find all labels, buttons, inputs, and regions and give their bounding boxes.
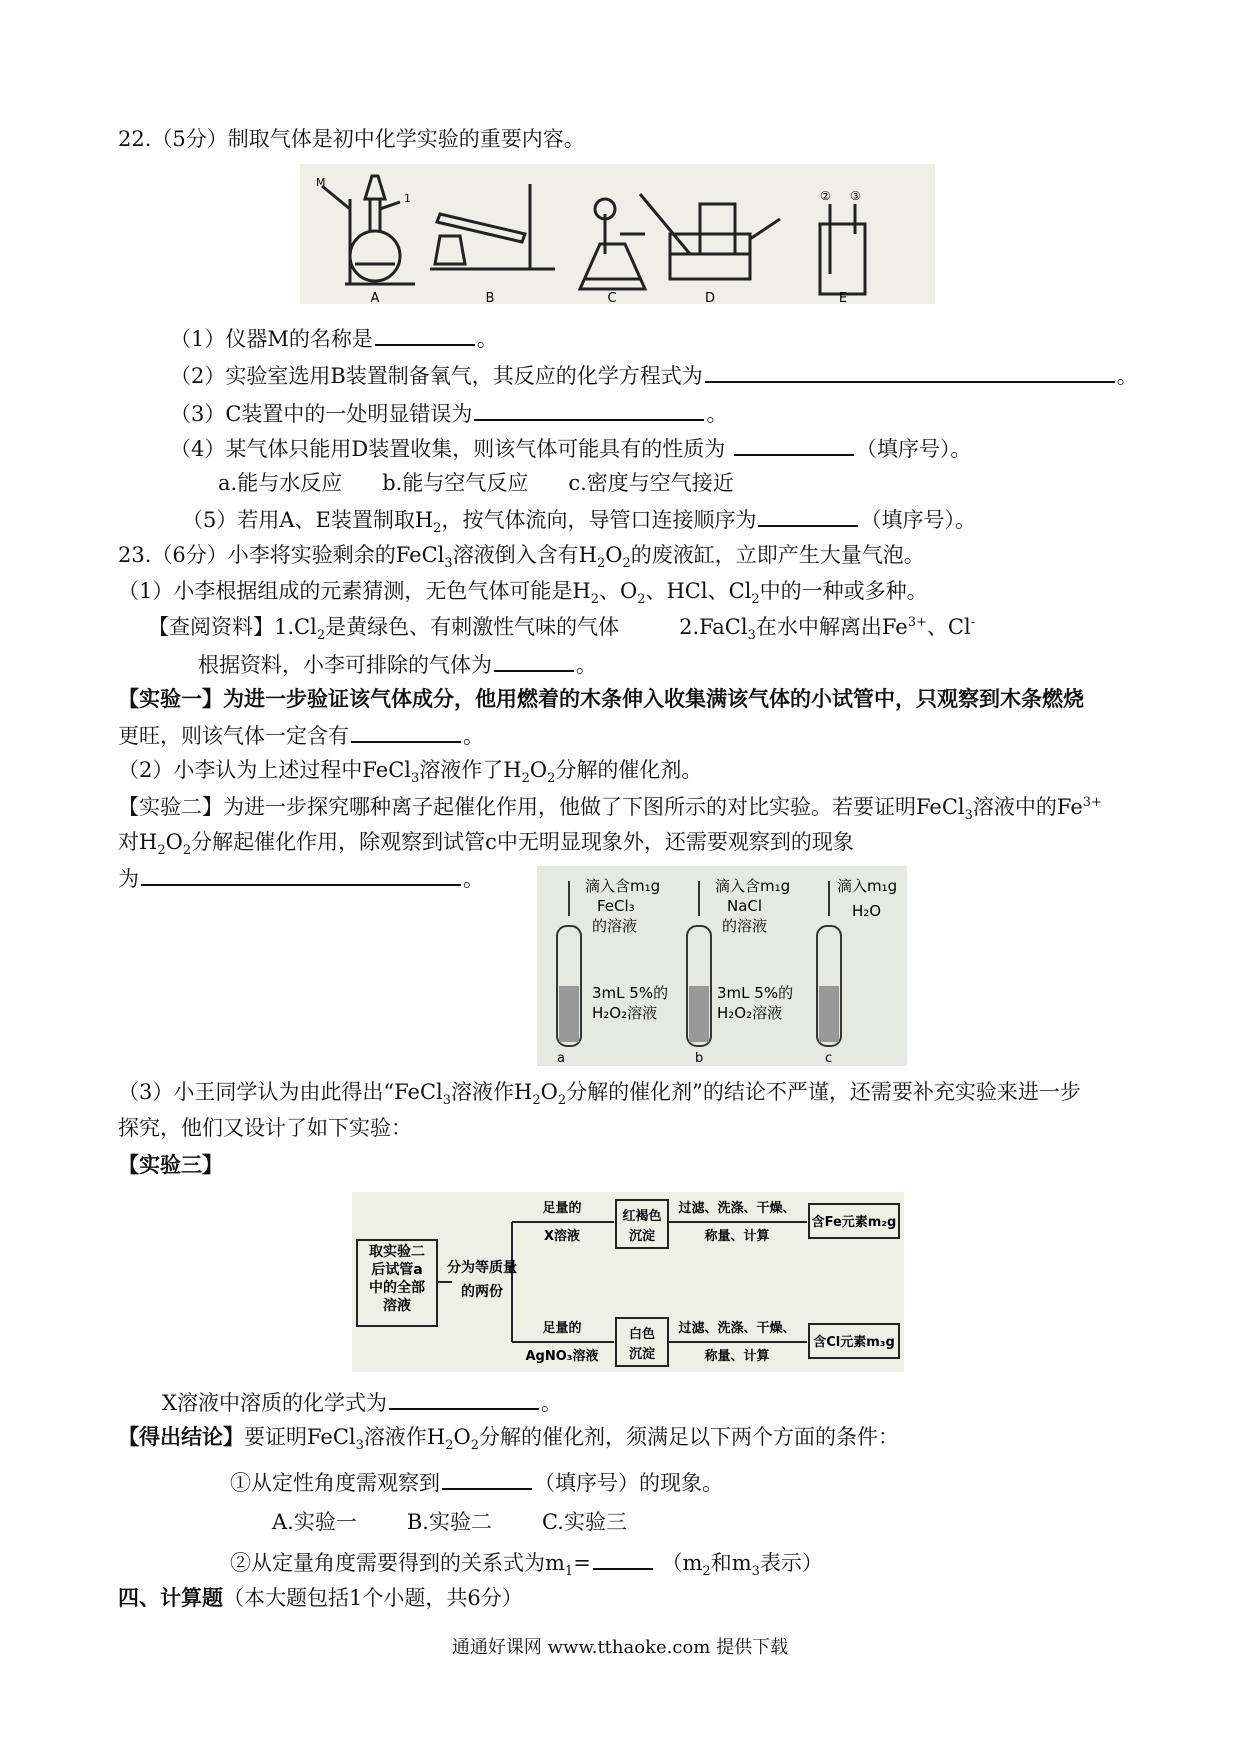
q23-conclusion: 【得出结论】要证明FeCl$_3$溶液作$H_2O_2$分解的催化剂，须满足以下两个方面的条件： [118, 1424, 900, 1454]
apparatus-label-d: D [704, 291, 716, 304]
flow-top-ppt-2: 沉淀 [628, 1229, 656, 1244]
flow-split-1: 分为等质量 [447, 1260, 517, 1276]
flow-top-reagent-1: 足量的 [542, 1201, 582, 1216]
q22-title: 22.（5分）制取气体是初中化学实验的重要内容。 [118, 127, 585, 151]
q23-x-formula: X溶液中溶质的化学式为 。 [162, 1386, 562, 1418]
flow-start-4: 溶液 [383, 1298, 411, 1314]
q23-exp3: 【实验三】 [118, 1152, 223, 1177]
q23-exp2-a: 【实验二】为进一步探究哪种离子起催化作用，他做了下图所示的对比实验。若要证明FeCl$_3$溶液中的$Fe^{3+}$ [118, 795, 1102, 824]
apparatus-mark-m: M [316, 176, 326, 189]
q23-c1: ①从定性角度需观察到 （填序号）的现象。 [230, 1466, 723, 1498]
tube-b-bottom1: 3mL 5%的 [717, 984, 794, 1002]
tube-c-label: c [825, 1051, 833, 1066]
q23-p1: （1）小李根据组成的元素猜测，无色气体可能是$H_2$、$O_2$、HCl、$Cl_2$中的一种或多种。 [118, 579, 928, 608]
tube-a-bottom1: 3mL 5%的 [592, 984, 669, 1002]
apparatus-label-e: E [838, 291, 848, 304]
flow-bot-proc-2: 称量、计算 [704, 1349, 770, 1364]
apparatus-label-a: A [370, 291, 380, 304]
flow-start-1: 取实验二 [369, 1244, 425, 1260]
tube-a-reagent: FeCl₃ [597, 897, 635, 915]
q23-exp2-c: 为 。 [118, 862, 484, 894]
flow-bot-result: 含Cl元素m₃g [813, 1335, 895, 1350]
flow-bot-reagent-2: AgNO₃溶液 [525, 1349, 599, 1364]
tube-b-label: b [695, 1051, 704, 1066]
flow-bot-ppt-2: 沉淀 [628, 1347, 656, 1362]
tube-b-bottom2: H₂O₂溶液 [717, 1004, 783, 1022]
q22-p4-options: a.能与水反应 b.能与空气反应 c.密度与空气接近 [218, 471, 734, 495]
test-tubes-drawing [537, 866, 907, 1066]
flow-bot-proc-1: 过滤、洗涤、干燥、 [678, 1321, 796, 1336]
q23-exclude: 根据资料，小李可排除的气体为 。 [198, 648, 597, 680]
flow-bot-reagent-1: 足量的 [542, 1321, 582, 1336]
flow-drawing [352, 1192, 904, 1372]
tube-b-reagent: NaCl [727, 897, 763, 915]
q23-title: 23.（6分）小李将实验剩余的FeCl$_3$溶液倒入含有$H_2O_2$的废液缸，立即产生大量气泡。 [118, 543, 925, 572]
q23-exp1-a: 【实验一】为进一步验证该气体成分，他用燃着的木条伸入收集满该气体的小试管中，只观察到木条燃烧 [118, 686, 1084, 711]
flow-top-ppt-1: 红褐色 [622, 1209, 662, 1224]
page-footer: 通通好课网 www.tthaoke.com 提供下载 [451, 1637, 789, 1658]
flow-top-proc-1: 过滤、洗涤、干燥、 [678, 1201, 796, 1216]
tube-c-top: 滴入m₁g [837, 877, 898, 895]
q23-exp2-b: 对$H_2O_2$分解起催化作用，除观察到试管c中无明显现象外，还需要观察到的现象 [118, 830, 854, 859]
flow-top-proc-2: 称量、计算 [704, 1229, 770, 1244]
flow-top-reagent-2: X溶液 [543, 1229, 581, 1244]
apparatus-mark-e1: ② [820, 189, 831, 203]
q23-c1-options: A.实验一 B.实验二 C.实验三 [272, 1510, 627, 1534]
flow-split-2: 的两份 [461, 1284, 503, 1300]
tube-a-bottom2: H₂O₂溶液 [592, 1004, 658, 1022]
flow-top-result: 含Fe元素m₂g [811, 1215, 897, 1230]
q23-c2: ②从定量角度需要得到的关系式为$m_1= (m_2$和$m_3$表示） [230, 1546, 823, 1578]
q22-p4: （4）某气体只能用D装置收集，则该气体可能具有的性质为 （填序号）。 [170, 432, 971, 464]
q22-p3: （3）C装置中的一处明显错误为 。 [170, 397, 727, 429]
tube-b-sol: 的溶液 [722, 917, 768, 935]
flow-start-3: 中的全部 [369, 1280, 425, 1296]
q23-p3-a: （3）小王同学认为由此得出“FeCl$_3$溶液作$H_2O_2$分解的催化剂”的结论不严谨，还需要补充实验来进一步 [118, 1080, 1081, 1109]
apparatus-drawing [300, 164, 935, 304]
tube-b-top: 滴入含m₁g [715, 877, 791, 895]
tube-a-sol: 的溶液 [592, 917, 638, 935]
q23-reference: 【查阅资料】$1.Cl_2$是黄绿色、有刺激性气味的气体 2.FaCl$_3$在水中解离出$Fe^{3+}$、Cl- [148, 615, 976, 644]
apparatus-figure [300, 164, 935, 304]
q22-p5: （5）若用A、E装置制取$H_2$，按气体流向，导管口连接顺序为 （填序号）。 [182, 503, 976, 535]
tube-a-label: a [557, 1051, 565, 1066]
q22-p1: （1）仪器M的名称是 。 [170, 322, 498, 354]
test-tubes-figure [537, 866, 907, 1066]
q23-p3-b: 探究，他们又设计了如下实验： [118, 1116, 412, 1140]
apparatus-label-b: B [485, 291, 495, 304]
apparatus-mark-e2: ③ [850, 189, 861, 203]
flow-start-2: 后试管a [371, 1262, 423, 1278]
flow-figure [352, 1192, 904, 1372]
flow-bot-ppt-1: 白色 [628, 1327, 656, 1342]
q22-p2: （2）实验室选用B装置制备氧气，其反应的化学方程式为 。 [170, 359, 1138, 391]
q23-exp1-b: 更旺，则该气体一定含有 。 [118, 719, 484, 751]
tube-c-reagent: H₂O [852, 902, 882, 920]
q23-p2: （2）小李认为上述过程中FeCl$_3$溶液作了$H_2O_2$分解的催化剂。 [118, 758, 703, 787]
tube-a-top: 滴入含m₁g [585, 877, 661, 895]
apparatus-mark-1: 1 [404, 192, 411, 205]
apparatus-label-c: C [607, 291, 617, 304]
section4-title: 四、计算题（本大题包括1个小题，共6分） [118, 1585, 523, 1610]
